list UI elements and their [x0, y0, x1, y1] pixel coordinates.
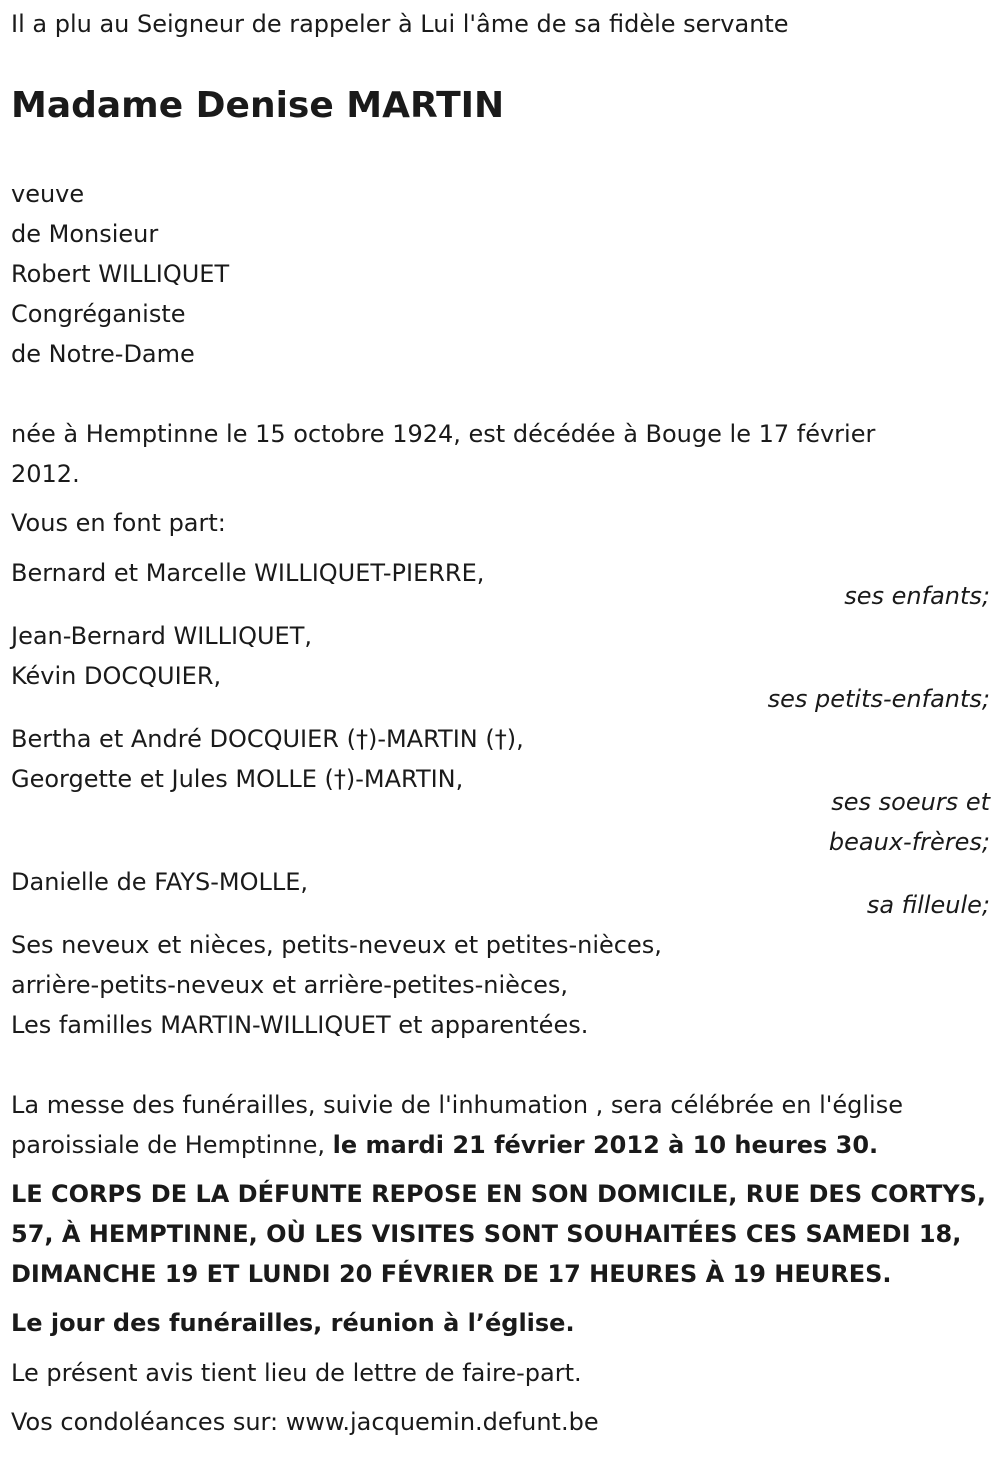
visitation-line: DIMANCHE 19 ET LUNDI 20 FÉVRIER DE 17 HEURES À 19 HEURES. — [11, 1260, 892, 1288]
funeral-line: La messe des funérailles, suivie de l'inhumation , sera célébrée en l'église — [11, 1091, 903, 1119]
status-line: de Notre-Dame — [11, 340, 195, 368]
relation-label: sa filleule; — [866, 891, 990, 919]
family-name: Bernard et Marcelle WILLIQUET-PIERRE, — [11, 559, 485, 587]
extended-family-line: Ses neveux et nièces, petits-neveux et petites-nièces, — [11, 931, 662, 959]
visitation-line: 57, À HEMPTINNE, OÙ LES VISITES SONT SOUHAITÉES CES SAMEDI 18, — [11, 1220, 962, 1248]
relation-label: ses enfants; — [844, 582, 990, 610]
announce-text: Vous en font part: — [11, 509, 226, 537]
family-name: Bertha et André DOCQUIER (†)-MARTIN (†), — [11, 725, 524, 753]
relation-label: ses petits-enfants; — [767, 685, 990, 713]
relation-label: beaux-frères; — [828, 828, 990, 856]
birth-death-line: née à Hemptinne le 15 octobre 1924, est décédée à Bouge le 17 février — [11, 420, 876, 448]
status-line: Congréganiste — [11, 300, 186, 328]
family-name: Danielle de FAYS-MOLLE, — [11, 868, 309, 896]
visitation-line: LE CORPS DE LA DÉFUNTE REPOSE EN SON DOMICILE, RUE DES CORTYS, — [11, 1180, 987, 1208]
family-name: Kévin DOCQUIER, — [11, 662, 222, 690]
status-line: Robert WILLIQUET — [11, 260, 230, 288]
funeral-line — [11, 1125, 878, 1165]
status-line: veuve — [11, 180, 85, 208]
intro-text: Il a plu au Seigneur de rappeler à Lui l'âme de sa fidèle servante — [11, 10, 789, 38]
relation-label: ses soeurs et — [831, 788, 990, 816]
funeral-location-text: paroissiale de Hemptinne, — [11, 1131, 333, 1159]
extended-family-line: Les familles MARTIN-WILLIQUET et apparentées. — [11, 1011, 589, 1039]
deceased-name: Madame Denise MARTIN — [11, 85, 505, 126]
meeting-text: Le jour des funérailles, réunion à l’église. — [11, 1309, 575, 1337]
family-name: Georgette et Jules MOLLE (†)-MARTIN, — [11, 765, 464, 793]
status-line: de Monsieur — [11, 220, 159, 248]
birth-death-line: 2012. — [11, 460, 80, 488]
condolences-text: Vos condoléances sur: www.jacquemin.defunt.be — [11, 1408, 599, 1436]
notice-text: Le présent avis tient lieu de lettre de faire-part. — [11, 1359, 582, 1387]
funeral-date-text: le mardi 21 février 2012 à 10 heures 30. — [332, 1131, 879, 1159]
extended-family-line: arrière-petits-neveux et arrière-petites-nièces, — [11, 971, 569, 999]
family-name: Jean-Bernard WILLIQUET, — [11, 622, 313, 650]
